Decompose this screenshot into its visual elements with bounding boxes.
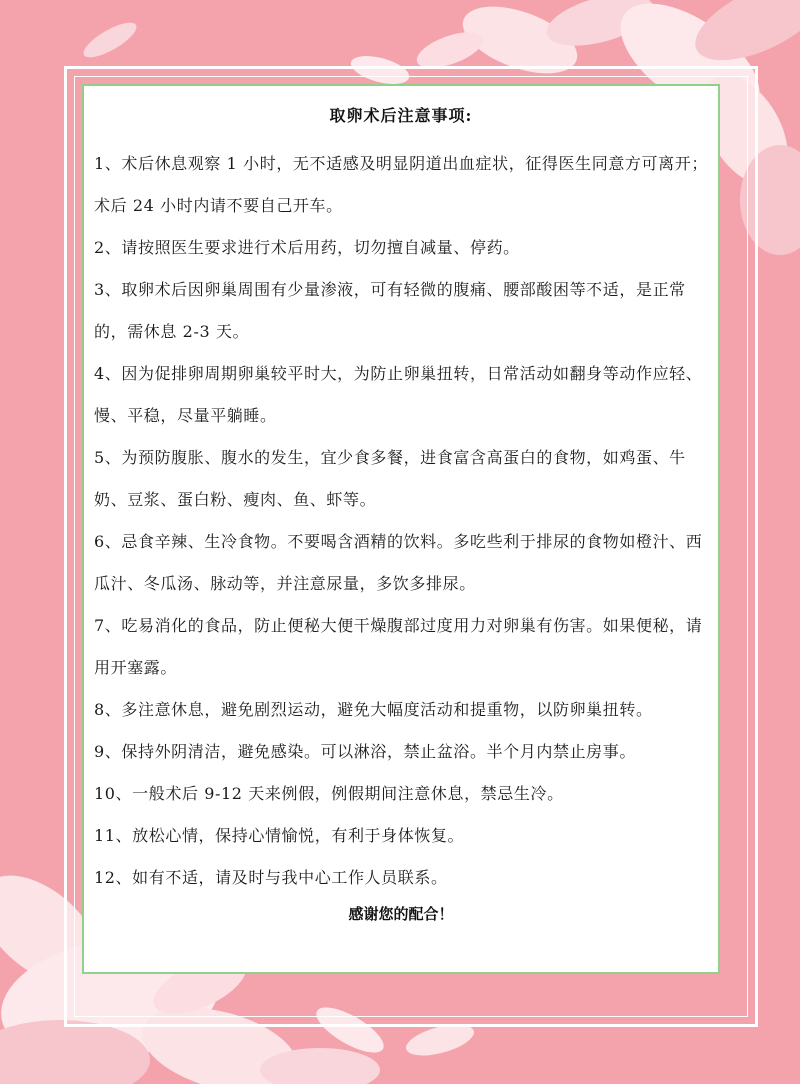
notice-item: 9、保持外阴清洁，避免感染。可以淋浴，禁止盆浴。半个月内禁止房事。 xyxy=(94,742,636,761)
notice-item: 12、如有不适，请及时与我中心工作人员联系。 xyxy=(94,868,448,887)
notice-list xyxy=(94,143,712,899)
notice-item: 6、忌食辛辣、生冷食物。不要喝含酒精的饮料。多吃些利于排尿的食物如橙汁、西瓜汁、冬瓜汤、脉动等，并注意尿量，多饮多排尿。 xyxy=(94,532,703,593)
notice-item: 2、请按照医生要求进行术后用药，切勿擅自减量、停药。 xyxy=(94,238,520,257)
notice-item: 10、一般术后 9-12 天来例假，例假期间注意休息，禁忌生冷。 xyxy=(94,784,564,803)
notice-item: 8、多注意休息，避免剧烈运动，避免大幅度活动和提重物，以防卵巢扭转。 xyxy=(94,700,653,719)
notice-item: 5、为预防腹胀、腹水的发生，宜少食多餐，进食富含高蛋白的食物，如鸡蛋、牛奶、豆浆、蛋白粉、瘦肉、鱼、虾等。 xyxy=(94,448,686,509)
notice-item: 3、取卵术后因卵巢周围有少量渗液，可有轻微的腹痛、腰部酸困等不适，是正常的，需休息 2-3 天。 xyxy=(94,280,686,341)
notice-item: 1、术后休息观察 1 小时，无不适感及明显阴道出血症状，征得医生同意方可离开；术后 24 小时内请不要自己开车。 xyxy=(94,154,708,215)
notice-title: 取卵术后注意事项: xyxy=(329,106,473,125)
notice-item: 4、因为促排卵周期卵巢较平时大，为防止卵巢扭转，日常活动如翻身等动作应轻、慢、平稳，尽量平躺睡。 xyxy=(94,364,703,425)
closing-thanks: 感谢您的配合！ xyxy=(348,905,454,923)
notice-item: 7、吃易消化的食品，防止便秘大便干燥腹部过度用力对卵巢有伤害。如果便秘，请用开塞露。 xyxy=(94,616,703,677)
notice-item: 11、放松心情，保持心情愉悦，有利于身体恢复。 xyxy=(94,826,465,845)
notice-panel xyxy=(82,84,720,974)
